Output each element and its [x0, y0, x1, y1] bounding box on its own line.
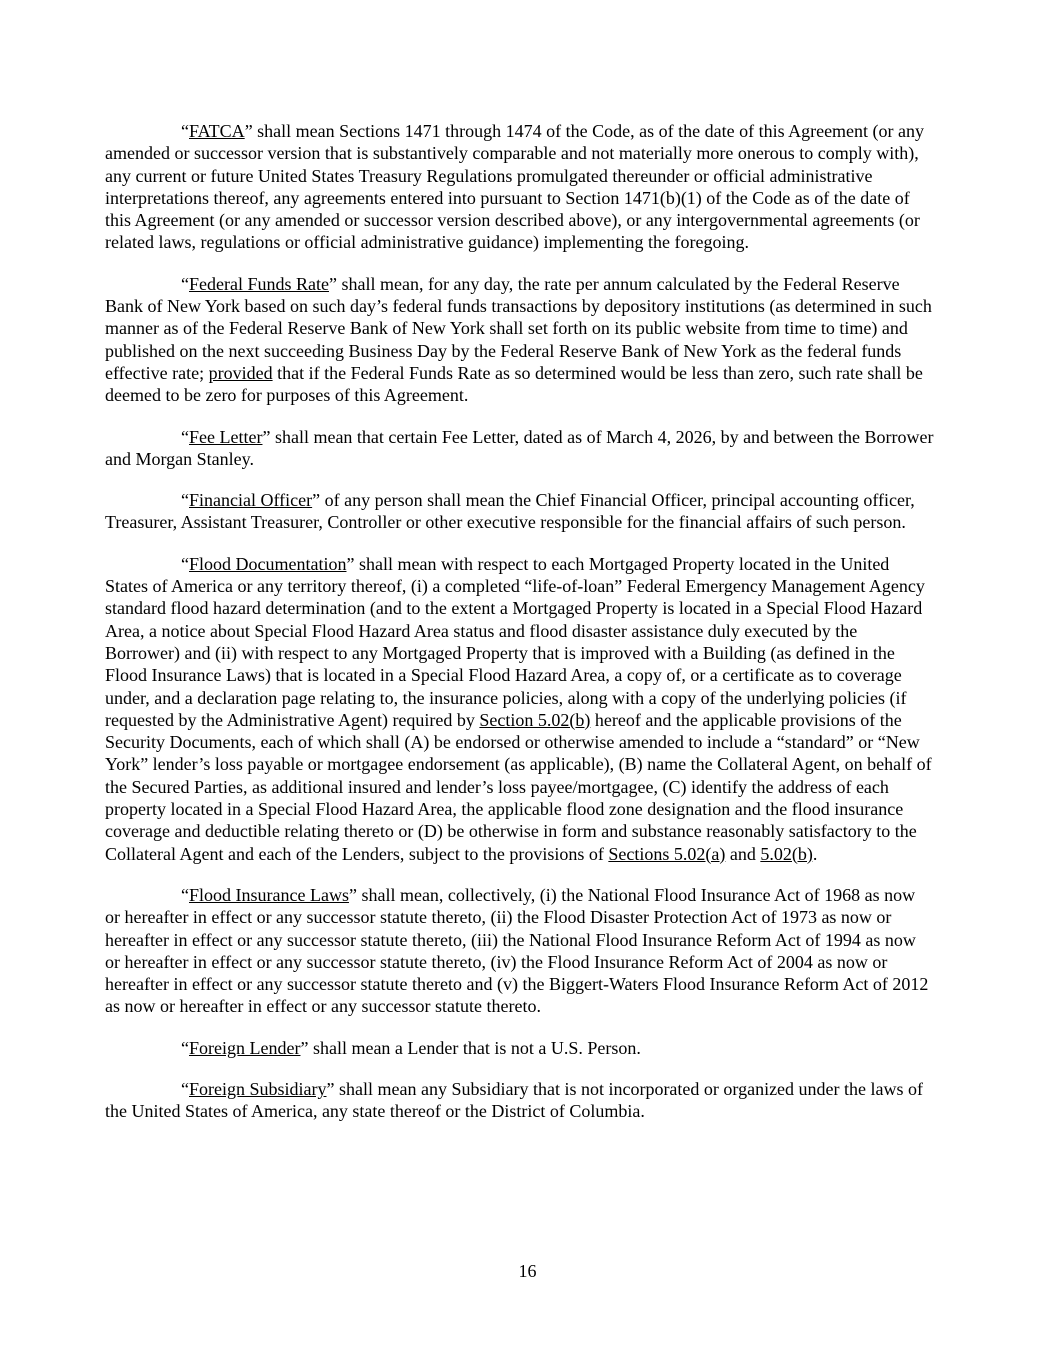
paragraph [105, 426, 934, 471]
text-run: ” shall mean a Lender that is not a U.S. Person. [300, 1037, 641, 1058]
defined-term: 5.02(b) [760, 843, 813, 864]
paragraph [105, 273, 934, 407]
paragraph [105, 1037, 934, 1059]
text-run: ” shall mean any Subsidiary that is not incorporated or organized under the laws of the United States of America, any state thereof or the District of Columbia. [105, 1078, 924, 1122]
text-run: that if the Federal Funds Rate as so determined would be less than zero, such rate shall be deemed to be zero for purposes of this Agreement. [105, 362, 923, 406]
page-number: 16 [518, 1261, 537, 1281]
paragraph [105, 120, 934, 254]
defined-term: FATCA [189, 121, 245, 141]
text-run: . [812, 843, 818, 864]
defined-term: Foreign Subsidiary [189, 1078, 327, 1099]
text-run: ” of any person shall mean the Chief Financial Officer, principal accounting officer, Treasurer, Assistant Treasurer, Controller or other executive responsible for the financial affairs of such person. [105, 490, 915, 533]
text-run: “ [181, 1078, 189, 1099]
defined-term: Flood Insurance Laws [189, 884, 349, 905]
defined-term: Flood Documentation [189, 553, 347, 574]
text-run: ” shall mean Sections 1471 through 1474 of the Code, as of the date of this Agreement (or any amended or successor version that is substantively comparable and not materially more onerous to comply with), any current or future United States Treasury Regulations promulgated thereunder or official administrative interpretations thereof, any agreements entered into pursuant to Section 1471(b)(1) of the Code as of the date of this Agreement (or any amended or successor version described above), or any intergovernmental agreements (or related laws, regulations or official administrative guidance) implementing the foregoing. [105, 121, 925, 253]
text-run: “ [181, 490, 189, 511]
text-run: ” shall mean with respect to each Mortgaged Property located in the United States of America or any territory thereof, (i) a completed “life-of-loan” Federal Emergency Management Agency standard flood hazard determination (and to the extent a Mortgaged Property is located in a Special Flood Hazard Area, a notice about Special Flood Hazard Area status and flood disaster assistance duly executed by the Borrower) and (ii) with respect to any Mortgaged Property that is improved with a Building (as defined in the Flood Insurance Laws) that is located in a Special Flood Hazard Area, a copy of, or a certificate as to coverage under, and a declaration page relating to, the insurance policies, along with a copy of the underlying policies (if requested by the Administrative Agent) required by [105, 553, 925, 730]
document-body [105, 120, 934, 1142]
text-run: ” shall mean, for any day, the rate per annum calculated by the Federal Reserve Bank of New York based on such day’s federal funds transactions by depository institutions (as determined in such manner as of the Federal Reserve Bank of New York shall set forth on its public website from time to time) and published on the next succeeding Business Day by the Federal Reserve Bank of New York as the federal funds effective rate; [105, 273, 932, 383]
text-run: ” shall mean that certain Fee Letter, dated as of March 4, 2026, by and between the Borrower and Morgan Stanley. [105, 426, 934, 469]
text-run: “ [181, 884, 189, 905]
text-run: “ [181, 426, 189, 447]
paragraph [105, 1078, 934, 1123]
text-run: “ [181, 121, 189, 141]
defined-term: Financial Officer [189, 490, 313, 511]
text-run: hereof and the applicable provisions of the Security Documents, each of which shall (A) be endorsed or otherwise amended to include a “standard” or “New York” lender’s loss payable or mortgagee endorsement (as applicable), (B) name the Collateral Agent, on behalf of the Secured Parties, as additional insured and lender’s loss payee/mortgagee, (C) identify the address of each property located in a Special Flood Hazard Area, the applicable flood zone designation and the flood insurance coverage and deductible relating thereto or (D) be otherwise in form and substance reasonably satisfactory to the Collateral Agent and each of the Lenders, subject to the provisions of [105, 709, 932, 864]
text-run: “ [181, 553, 189, 574]
paragraph [105, 884, 934, 1018]
text-run: “ [181, 1037, 189, 1058]
paragraph [105, 553, 934, 865]
defined-term: Foreign Lender [189, 1037, 301, 1058]
text-run: “ [181, 273, 189, 294]
paragraph [105, 489, 934, 534]
text-run: and [725, 843, 761, 864]
defined-term: Sections 5.02(a) [608, 843, 726, 864]
defined-term: Federal Funds Rate [189, 273, 329, 294]
defined-term: Fee Letter [189, 426, 263, 447]
defined-term: provided [208, 362, 273, 383]
text-run: ” shall mean, collectively, (i) the National Flood Insurance Act of 1968 as now or hereafter in effect or any successor statute thereto, (ii) the Flood Disaster Protection Act of 1973 as now or hereafter in effect or any successor statute thereto, (iii) the National Flood Insurance Reform Act of 1994 as now or hereafter in effect or any successor statute thereto, (iv) the Flood Insurance Reform Act of 2004 as now or hereafter in effect or any successor statute thereto and (v) the Biggert-Waters Flood Insurance Reform Act of 2012 as now or hereafter in effect or any successor statute thereto. [105, 884, 929, 1017]
defined-term: Section 5.02(b) [479, 709, 591, 730]
